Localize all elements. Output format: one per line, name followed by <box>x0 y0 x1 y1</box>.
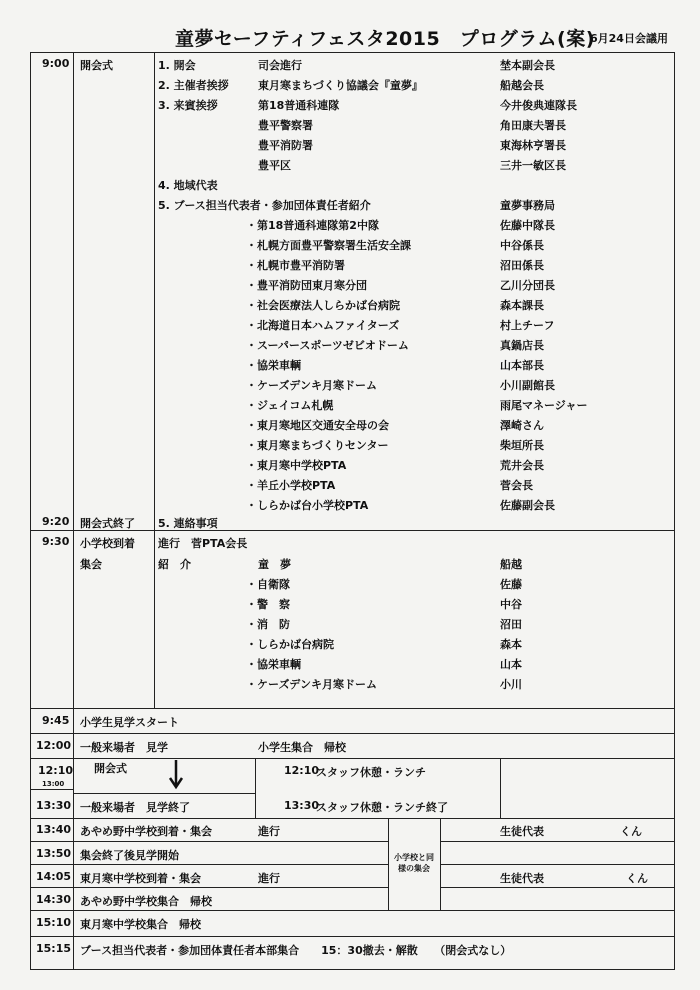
r1340-mid: 進行 <box>258 825 280 838</box>
booth-name: ・東月寒まちづくりセンター <box>246 439 389 452</box>
row-divider-1340 <box>30 818 675 819</box>
midday-right-divider <box>500 758 501 818</box>
booth-name: ・東月寒地区交通安全母の会 <box>246 419 389 432</box>
row-divider-1430b <box>440 887 675 888</box>
r1350-text: 集会終了後見学開始 <box>80 849 179 862</box>
booth-person: 佐藤中隊長 <box>500 219 555 232</box>
booth-person: 森本課長 <box>500 299 544 312</box>
row-divider-1515 <box>30 936 675 937</box>
intro-name: ・しらかば台病院 <box>246 638 334 651</box>
time-1340: 13:40 <box>36 823 72 836</box>
time-930: 9:30 <box>42 535 70 548</box>
intro-name: ・消 防 <box>246 618 290 631</box>
down-arrow-icon <box>168 760 184 790</box>
side-note-left <box>388 818 389 910</box>
r1340-text: あやめ野中学校到着・集会 <box>80 825 212 838</box>
intro-person: 佐藤 <box>500 578 522 591</box>
item-person: 角田康夫署長 <box>500 119 566 132</box>
row-divider-1430a <box>30 887 388 888</box>
row-divider-1510 <box>30 910 675 911</box>
school-label-2: 集会 <box>80 558 102 571</box>
r1510-text: 東月寒中学校集合 帰校 <box>80 918 201 931</box>
time-920: 9:20 <box>42 515 70 528</box>
school-lead: 進行 菅PTA会長 <box>158 537 248 550</box>
time-1405: 14:05 <box>36 870 72 883</box>
booth-name: ・しらかば台小学校PTA <box>246 499 369 512</box>
row-divider-1405b <box>440 864 675 865</box>
item-person: 東海林亨署長 <box>500 139 566 152</box>
item-person: 今井俊典連隊長 <box>500 99 577 112</box>
booth-person: 雨尾マネージャー <box>500 399 588 412</box>
intro-name: ・自衛隊 <box>246 578 290 591</box>
midday-divider <box>255 758 256 818</box>
booth-person: 小川副館長 <box>500 379 555 392</box>
r1340-kun: くん <box>620 825 642 838</box>
row-divider-1200 <box>30 733 675 734</box>
time-945: 9:45 <box>42 714 70 727</box>
intro-name: ・協栄車輌 <box>246 658 301 671</box>
r1430-text: あやめ野中学校集合 帰校 <box>80 895 212 908</box>
r1405-rep: 生徒代表 <box>500 872 544 885</box>
item-role: 司会進行 <box>258 59 302 72</box>
intro-person: 中谷 <box>500 598 522 611</box>
booth-name: ・東月寒中学校PTA <box>246 459 347 472</box>
side-note-line2: 様の集会 <box>398 864 430 873</box>
time-1430: 14:30 <box>36 893 72 906</box>
booth-person: 真鍋店長 <box>500 339 544 352</box>
r1405-mid: 進行 <box>258 872 280 885</box>
booth-name: ・社会医療法人しらかば台病院 <box>246 299 400 312</box>
label-column-divider <box>154 52 155 708</box>
booth-name: ・ケーズデンキ月寒ドーム <box>246 379 378 392</box>
row-divider-1300 <box>30 789 73 790</box>
item-text: 2. 主催者挨拶 <box>158 79 229 92</box>
time-1350: 13:50 <box>36 847 72 860</box>
time-1300: 13:00 <box>42 780 65 788</box>
intro-name: ・ケーズデンキ月寒ドーム <box>246 678 378 691</box>
item-text: 4. 地域代表 <box>158 179 218 192</box>
school-label-1: 小学校到着 <box>80 537 135 550</box>
booth-person: 沼田係長 <box>500 259 544 272</box>
booth-name: ・北海道日本ハムファイターズ <box>246 319 400 332</box>
booth-name: ・ジェイコム札幌 <box>246 399 334 412</box>
booth-person: 澤崎さん <box>500 419 544 432</box>
staff-time-1330: 13:30 <box>284 799 320 812</box>
item-role: 第18普通科連隊 <box>258 99 340 112</box>
r1200-a: 一般来場者 見学 <box>80 741 168 754</box>
item-person: 埜本副会長 <box>500 59 555 72</box>
intro-person: 山本 <box>500 658 522 671</box>
opening-label: 開会式 <box>80 59 113 72</box>
booth-person: 荒井会長 <box>500 459 544 472</box>
intro-person: 小川 <box>500 678 522 691</box>
row-divider-1300b <box>73 793 255 794</box>
intro-name: ・警 察 <box>246 598 290 611</box>
booth-person: 柴垣所長 <box>500 439 544 452</box>
staff-break: スタッフ休憩・ランチ <box>316 766 426 779</box>
intro-person: 森本 <box>500 638 522 651</box>
booth-name: ・第18普通科連隊第2中隊 <box>246 219 379 232</box>
r1515-text: ブース担当代表者・参加団体責任者本部集合 15：30撤去・解散 （閉会式なし） <box>80 944 512 957</box>
item-role: 豊平区 <box>258 159 291 172</box>
item-role: 東月寒まちづくり協議会『童夢』 <box>258 79 423 92</box>
booth-person: 佐藤副会長 <box>500 499 555 512</box>
item-person: 船越会長 <box>500 79 544 92</box>
date-note: 6月24日会議用 <box>590 32 668 45</box>
intro-label: 紹 介 <box>158 558 191 571</box>
r1340-rep: 生徒代表 <box>500 825 544 838</box>
intro-person: 船越 <box>500 558 522 571</box>
time-900: 9:00 <box>42 57 70 70</box>
item-text: 3. 来賓挨拶 <box>158 99 218 112</box>
intro-name: 童 夢 <box>258 558 291 571</box>
row-divider-945 <box>30 708 675 709</box>
booth-name: ・スーパースポーツゼビオドーム <box>246 339 409 352</box>
booth-person: 山本部長 <box>500 359 544 372</box>
r1405-text: 東月寒中学校到着・集会 <box>80 872 201 885</box>
time-column-divider <box>73 52 74 970</box>
r1200-b: 小学生集合 帰校 <box>258 741 346 754</box>
side-note <box>390 852 438 874</box>
r1210-label: 開会式 <box>94 762 127 775</box>
time-1210: 12:10 <box>38 764 74 777</box>
r1405-kun: くん <box>626 872 648 885</box>
booth-name: ・羊丘小学校PTA <box>246 479 336 492</box>
page-title: 童夢セーフティフェスタ2015 プログラム(案) <box>175 28 595 50</box>
booth-name: ・協栄車輌 <box>246 359 301 372</box>
row-divider-1405a <box>30 864 388 865</box>
booth-person: 乙川分団長 <box>500 279 555 292</box>
row-divider-1210 <box>30 758 675 759</box>
booth-name: ・豊平消防団東月寒分団 <box>246 279 367 292</box>
intro-person: 沼田 <box>500 618 522 631</box>
opening-end-label: 開会式終了 <box>80 517 135 530</box>
item-text: 1. 開会 <box>158 59 196 72</box>
booth-person: 中谷係長 <box>500 239 544 252</box>
row-divider-1350a <box>30 841 388 842</box>
staff-break-end: スタッフ休憩・ランチ終了 <box>316 801 448 814</box>
time-1515: 15:15 <box>36 942 72 955</box>
r945-text: 小学生見学スタート <box>80 716 179 729</box>
item-person: 童夢事務局 <box>500 199 555 212</box>
time-1200: 12:00 <box>36 739 72 752</box>
item-role: 豊平消防署 <box>258 139 313 152</box>
item-text: 5. ブース担当代表者・参加団体責任者紹介 <box>158 199 371 212</box>
staff-time-1210: 12:10 <box>284 764 320 777</box>
booth-name: ・札幌方面豊平警察署生活安全課 <box>246 239 411 252</box>
booth-person: 村上チーフ <box>500 319 555 332</box>
side-note-line1: 小学校と同 <box>394 853 434 862</box>
announcements: 5. 連絡事項 <box>158 517 218 530</box>
r1330-text: 一般来場者 見学終了 <box>80 801 190 814</box>
item-person: 三井一敏区長 <box>500 159 566 172</box>
booth-person: 菅会長 <box>500 479 533 492</box>
item-role: 豊平警察署 <box>258 119 313 132</box>
time-1330: 13:30 <box>36 799 72 812</box>
row-divider-1350b <box>440 841 675 842</box>
booth-name: ・札幌市豊平消防署 <box>246 259 345 272</box>
time-1510: 15:10 <box>36 916 72 929</box>
